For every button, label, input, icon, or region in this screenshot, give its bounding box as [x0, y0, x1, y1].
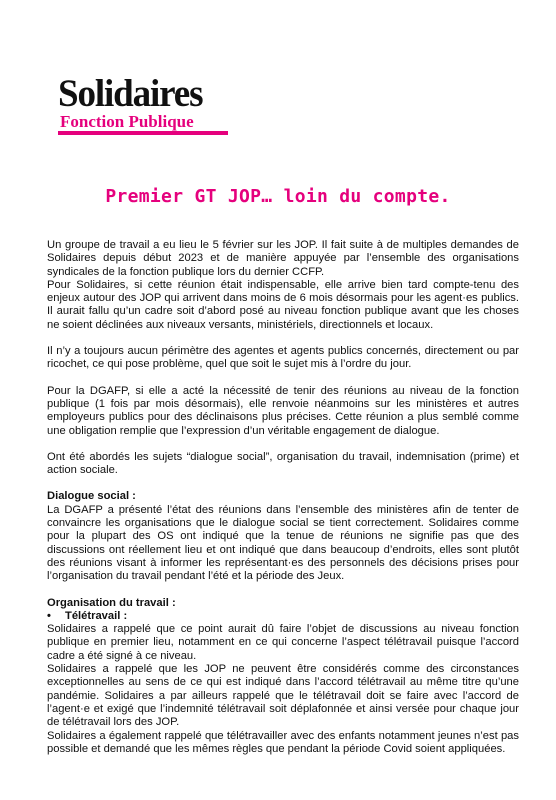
document-headline: Premier GT JOP… loin du compte. [105, 186, 451, 207]
document-body [47, 239, 519, 756]
teletravail-bullet [47, 610, 519, 623]
organisation-heading: Organisation du travail : [47, 596, 176, 609]
logo-wordmark: Solidaires [58, 72, 203, 115]
teletravail-paragraph-3: Solidaires a également rappelé que télétravailler avec des enfants notamment jeunes n’est pas possible et demandé que les mêmes règles que pendant la période Covid soient appliquées. [47, 729, 519, 755]
dgafp-paragraph: Pour la DGAFP, si elle a acté la nécessité de tenir des réunions au niveau de la fonction publique (1 fois par mois désormais), elle renvoie néanmoins sur les ministères et autres employeurs publics pour des déclinaisons plus précises. Cette réunion a plus semblé comme une obligation remplie que l’expression d’un véritable engagement de dialogue. [47, 384, 519, 437]
teletravail-label: Télétravail : [65, 609, 128, 622]
bullet-marker: • [47, 609, 51, 622]
intro-paragraph: Un groupe de travail a eu lieu le 5 février sur les JOP. Il fait suite à de multiples demandes de Solidaires depuis début 2023 et de manière appuyée par l’ensemble des organisations syndicales de la fonction publique lors du dernier CCFP. [47, 239, 519, 278]
logo-underline [58, 131, 228, 135]
teletravail-paragraph-1: Solidaires a rappelé que ce point aurait dû faire l’objet de discussions au niveau fonction publique en premier lieu, notamment en ce qui concerne l’aspect télétravail puisque l’accord cadre a été signé à ce niveau. [47, 623, 519, 662]
solidaires-logo [58, 72, 228, 135]
dialogue-heading: Dialogue social : [47, 490, 136, 503]
perimeter-paragraph: Il n’y a toujours aucun périmètre des agentes et agents publics concernés, directement ou par ricochet, ce qui pose problème, quel que soit le sujet mis à l’ordre du jour. [47, 345, 519, 371]
dialogue-paragraph: La DGAFP a présenté l’état des réunions dans l’ensemble des ministères afin de tenter de convaincre les organisations que le dialogue social se tient correctement. Solidaires comme pour la plupart des OS ont indiqué que la tenue de réunions ne signifie pas que des discussions ont réellement lieu et ont indiqué que dans beaucoup d’endroits, elles sont plutôt des réunions visant à informer les représentant·es des personnels des décisions prises pour l’organisation du travail pendant l’été et la période des Jeux. [47, 503, 519, 583]
teletravail-paragraph-2: Solidaires a rappelé que les JOP ne peuvent être considérés comme des circonstances exceptionnelles au sens de ce qui est indiqué dans l’accord télétravail au même titre qu’une pandémie. Solidaires a par ailleurs rappelé que le télétravail doit se faire avec l’accord de l’agent·e et exigé que l’indemnité télétravail soit déplafonnée et ainsi versée pour chaque jour de télétravail lors des JOP. [47, 663, 519, 729]
logo-subtitle: Fonction Publique [60, 112, 194, 131]
solidaires-position-paragraph: Pour Solidaires, si cette réunion était indispensable, elle arrive bien tard compte-tenu des enjeux autour des JOP qui arrivent dans moins de 6 mois désormais pour les agent·es publics. Il aurait fallu qu’un cadre soit d’abord posé au niveau fonction publique avant que les choses ne soient déclinées aux niveaux versants, ministériels, directionnels et locaux. [47, 278, 519, 331]
topics-paragraph: Ont été abordés les sujets “dialogue social”, organisation du travail, indemnisation (prime) et action sociale. [47, 450, 519, 477]
